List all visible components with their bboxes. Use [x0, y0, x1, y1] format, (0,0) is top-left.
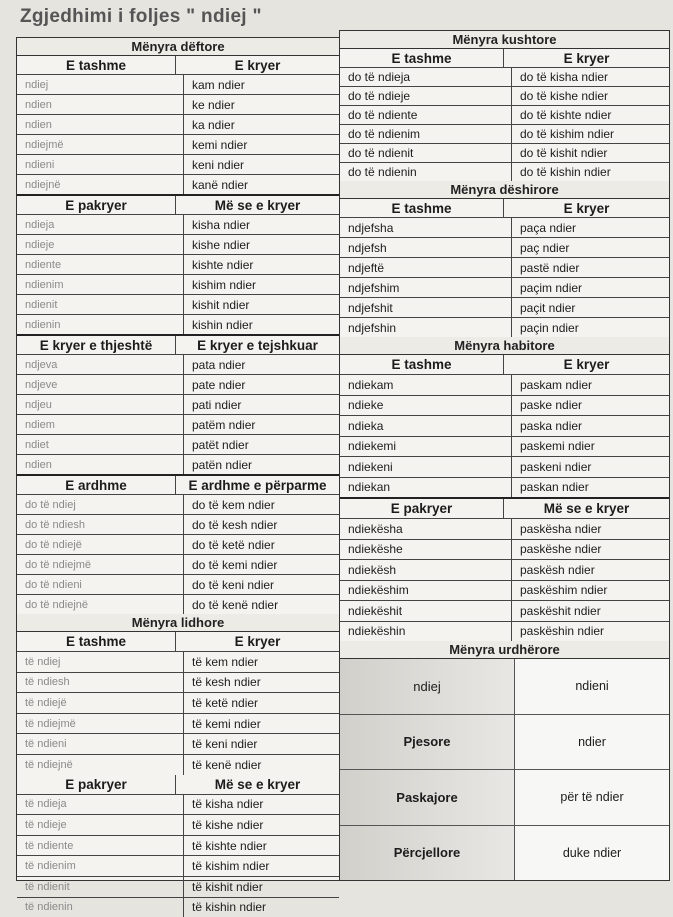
form-compound: paskëshit ndier: [520, 603, 601, 618]
tense-block: [17, 56, 339, 196]
conjugation-row: [17, 714, 339, 735]
tense-header: E pakryer: [340, 499, 504, 518]
form-compound: do të kishin ndier: [520, 165, 611, 179]
tense-header: Më se e kryer: [543, 501, 630, 516]
tense-header: E kryer e thjeshtë: [17, 336, 176, 354]
conjugation-row: [340, 560, 669, 581]
form-compound: do të kisha ndier: [520, 70, 609, 84]
form-compound: paça ndier: [520, 220, 577, 235]
form-simple: do të ndieje: [340, 87, 512, 105]
section-menyra-habitore: [340, 337, 669, 641]
form-compound: kishit ndier: [192, 297, 250, 312]
tense-header: E ardhme e përparme: [188, 477, 327, 493]
form-compound: pati ndier: [192, 397, 242, 412]
form-compound: kisha ndier: [192, 217, 251, 232]
tense-header: E kryer: [234, 57, 281, 73]
form-simple: ndjefsh: [340, 238, 512, 257]
conjugation-row: [340, 478, 669, 500]
form-compound: do të kenë ndier: [192, 597, 279, 612]
form-compound: kishim ndier: [192, 277, 257, 292]
form-simple: ndjefshit: [340, 298, 512, 317]
form-compound: paskeni ndier: [520, 459, 592, 474]
form-compound: paçin ndier: [520, 320, 579, 335]
tense-block-list: [17, 632, 339, 917]
conjugation-row: [17, 395, 339, 415]
tense-header-row: [17, 196, 339, 215]
infinitive-value: për të ndier: [515, 770, 669, 825]
form-compound: keni ndier: [192, 157, 245, 172]
conjugation-row: [17, 135, 339, 155]
form-simple: ndien: [17, 115, 184, 134]
form-simple: ndiekëshin: [340, 622, 512, 642]
form-simple: të ndiejnë: [17, 755, 184, 775]
conjugation-row: [17, 175, 339, 196]
form-simple: ndiekëshit: [340, 601, 512, 621]
conjugation-row: [17, 856, 339, 877]
form-simple: ndjefsha: [340, 218, 512, 237]
form-simple: ndiekemi: [340, 437, 512, 457]
form-simple: të ndieja: [17, 795, 184, 815]
conjugation-row: [340, 87, 669, 106]
form-compound: patëm ndier: [192, 417, 256, 432]
conjugation-row: [340, 106, 669, 125]
tense-block: [17, 196, 339, 336]
conjugation-row: [340, 540, 669, 561]
form-simple: ndienim: [17, 275, 184, 294]
form-compound: kishe ndier: [192, 237, 251, 252]
form-compound: paskan ndier: [520, 480, 589, 495]
section-heading: Mënyra dëftore: [17, 38, 339, 56]
form-compound: pate ndier: [192, 377, 246, 392]
section-heading: Mënyra urdhërore: [340, 641, 669, 659]
tense-header: E kryer: [234, 634, 281, 649]
conjugation-row: [17, 255, 339, 275]
form-compound: paç ndier: [520, 240, 570, 255]
form-compound: kishte ndier: [192, 257, 254, 272]
tense-header: E tashme: [340, 355, 504, 374]
form-simple: do të ndiejë: [17, 535, 184, 554]
form-compound: do të kesh ndier: [192, 517, 278, 532]
conjugation-row: [340, 375, 669, 396]
conjugation-row: [17, 455, 339, 476]
form-compound: do të kishim ndier: [520, 127, 615, 141]
tense-header: E kryer: [563, 50, 610, 66]
conjugation-row: [340, 258, 669, 278]
conjugation-row: [17, 235, 339, 255]
form-compound: të kenë ndier: [192, 757, 262, 772]
tense-header: E tashme: [340, 49, 504, 67]
form-simple: do të ndienim: [340, 125, 512, 143]
tense-header: Më se e kryer: [214, 776, 301, 792]
form-simple: ndieka: [340, 416, 512, 436]
form-compound: të kishim ndier: [192, 859, 270, 874]
conjugation-row: [17, 275, 339, 295]
conjugation-row: [17, 495, 339, 515]
tense-block: [340, 355, 669, 499]
form-simple: do të ndienin: [340, 163, 512, 181]
tense-header-row: [340, 499, 669, 519]
conjugation-row: [17, 836, 339, 857]
form-simple: do të ndieni: [17, 575, 184, 594]
form-simple: ndiekësh: [340, 560, 512, 580]
tense-block: [17, 336, 339, 476]
form-simple: ndiej: [17, 75, 184, 94]
form-simple: ndiet: [17, 435, 184, 454]
form-simple: do të ndiejnë: [17, 595, 184, 614]
conjugation-row: [17, 795, 339, 816]
form-compound: pastë ndier: [520, 260, 580, 275]
infinitive-label: Paskajore: [340, 770, 515, 825]
conjugation-row: [340, 278, 669, 298]
form-simple: ndieke: [340, 396, 512, 416]
tense-header: E kryer: [563, 200, 610, 216]
conjugation-row: [340, 519, 669, 540]
form-simple: të ndieje: [17, 815, 184, 835]
section-menyra-deftore: [17, 38, 339, 614]
conjugation-row: [340, 601, 669, 622]
tense-block: [17, 632, 339, 775]
section-menyra-lidhore: [17, 614, 339, 917]
tense-header: E pakryer: [17, 196, 176, 214]
imperative-plural: ndieni: [515, 659, 669, 714]
form-simple: ndienit: [17, 295, 184, 314]
conjugation-row: [17, 535, 339, 555]
gerund-label: Përcjellore: [340, 826, 515, 881]
form-compound: patët ndier: [192, 437, 249, 452]
form-compound: paske ndier: [520, 398, 583, 413]
conjugation-row: [17, 734, 339, 755]
form-simple: ndienin: [17, 315, 184, 334]
form-compound: paskësha ndier: [520, 521, 602, 536]
conjugation-row: [17, 375, 339, 395]
page-title: Zgjedhimi i foljes " ndiej ": [20, 6, 262, 27]
conjugation-row: [17, 95, 339, 115]
tense-block: [17, 775, 339, 917]
conjugation-row: [17, 652, 339, 673]
form-simple: do të ndiesh: [17, 515, 184, 534]
form-simple: do të ndieja: [340, 68, 512, 86]
conjugation-row: [340, 125, 669, 144]
form-compound: do të keni ndier: [192, 577, 275, 592]
conjugation-row: [17, 595, 339, 614]
imperative-singular: ndiej: [340, 659, 515, 714]
form-simple: ndien: [17, 455, 184, 474]
form-compound: paskësh ndier: [520, 562, 595, 577]
conjugation-row: [340, 238, 669, 258]
form-simple: të ndiej: [17, 652, 184, 672]
conjugation-row: [340, 298, 669, 318]
form-simple: do të ndiente: [340, 106, 512, 124]
imperative-row: [340, 659, 669, 715]
form-simple: ndjefshim: [340, 278, 512, 297]
form-compound: paskemi ndier: [520, 439, 595, 454]
form-simple: ndjeu: [17, 395, 184, 414]
form-compound: do të kishe ndier: [520, 89, 609, 103]
form-compound: pata ndier: [192, 357, 246, 372]
form-simple: ndiekëshim: [340, 581, 512, 601]
conjugation-row: [17, 155, 339, 175]
form-compound: të ketë ndier: [192, 695, 259, 710]
conjugation-row: [340, 416, 669, 437]
conjugation-row: [17, 898, 339, 917]
infinitive-row: [340, 770, 669, 826]
tense-header-row: [340, 199, 669, 218]
tense-header: E tashme: [17, 632, 176, 651]
conjugation-row: [340, 457, 669, 478]
section-menyra-kushtore: [340, 31, 669, 181]
form-simple: ndieja: [17, 215, 184, 234]
conjugation-row: [17, 555, 339, 575]
tense-block-list: [340, 355, 669, 641]
form-compound: paskëshe ndier: [520, 542, 602, 557]
conjugation-row: [17, 215, 339, 235]
conjugation-row: [340, 581, 669, 602]
conjugation-row: [17, 435, 339, 455]
form-simple: ndiekësha: [340, 519, 512, 539]
section-heading: Mënyra habitore: [340, 337, 669, 355]
conjugation-row: [17, 355, 339, 375]
section-menyra-urdherore: [340, 641, 669, 880]
conjugation-row: [340, 218, 669, 238]
tense-header: E ardhme: [17, 476, 176, 494]
tense-block-list: [340, 199, 669, 337]
form-simple: ndiejmë: [17, 135, 184, 154]
form-compound: të kesh ndier: [192, 675, 261, 690]
form-simple: do të ndiej: [17, 495, 184, 514]
form-simple: ndiejnë: [17, 175, 184, 194]
form-compound: ka ndier: [192, 117, 235, 132]
conjugation-row: [340, 396, 669, 417]
tense-header-row: [17, 775, 339, 795]
form-compound: patën ndier: [192, 457, 253, 472]
conjugation-row: [17, 877, 339, 898]
form-compound: do të kem ndier: [192, 497, 275, 512]
form-compound: ke ndier: [192, 97, 235, 112]
form-compound: të kishte ndier: [192, 838, 267, 853]
tense-block: [17, 476, 339, 614]
tense-header: E tashme: [17, 56, 176, 74]
conjugation-row: [340, 144, 669, 163]
tense-header-row: [17, 56, 339, 75]
form-simple: të ndiente: [17, 836, 184, 856]
section-heading: Mënyra dëshirore: [340, 181, 669, 199]
form-compound: të kishin ndier: [192, 900, 267, 915]
tense-header: E kryer e tejshkuar: [197, 337, 318, 353]
tense-block: [340, 49, 669, 181]
conjugation-row: [340, 68, 669, 87]
conjugation-row: [17, 515, 339, 535]
tense-block: [340, 499, 669, 641]
tense-block-list: [17, 56, 339, 614]
form-compound: të kishit ndier: [192, 879, 263, 894]
form-compound: do të ketë ndier: [192, 537, 275, 552]
tense-header-row: [17, 336, 339, 355]
form-simple: ndiem: [17, 415, 184, 434]
form-simple: ndjeftë: [340, 258, 512, 277]
form-compound: kemi ndier: [192, 137, 248, 152]
form-simple: ndien: [17, 95, 184, 114]
form-compound: të keni ndier: [192, 737, 258, 752]
tense-header: E pakryer: [17, 775, 176, 794]
form-simple: ndiekan: [340, 478, 512, 498]
form-simple: ndjefshin: [340, 318, 512, 337]
section-menyra-deshirore: [340, 181, 669, 337]
tense-header-row: [340, 49, 669, 68]
tense-header-row: [17, 476, 339, 495]
form-simple: të ndiesh: [17, 673, 184, 693]
participle-value: ndier: [515, 715, 669, 770]
conjugation-row: [340, 622, 669, 642]
conjugation-row: [17, 693, 339, 714]
form-compound: paskëshin ndier: [520, 624, 605, 639]
tense-header: E kryer: [563, 357, 610, 372]
conjugation-row: [17, 755, 339, 775]
section-heading: Mënyra kushtore: [340, 31, 669, 49]
tense-header-row: [340, 355, 669, 375]
conjugation-row: [17, 295, 339, 315]
form-simple: të ndieni: [17, 734, 184, 754]
form-simple: ndiente: [17, 255, 184, 274]
form-compound: paska ndier: [520, 418, 583, 433]
participle-row: [340, 715, 669, 771]
conjugation-row: [340, 163, 669, 181]
conjugation-row: [17, 75, 339, 95]
form-compound: do të kishit ndier: [520, 146, 608, 160]
participle-label: Pjesore: [340, 715, 515, 770]
tense-block: [340, 199, 669, 337]
form-compound: paçim ndier: [520, 280, 583, 295]
tense-header: Më se e kryer: [214, 197, 301, 213]
form-simple: të ndienim: [17, 856, 184, 876]
conjugation-row: [17, 673, 339, 694]
form-compound: do të kishte ndier: [520, 108, 612, 122]
section-heading: Mënyra lidhore: [17, 614, 339, 632]
form-simple: ndjeva: [17, 355, 184, 374]
left-column: [16, 37, 340, 915]
conjugation-row: [17, 415, 339, 435]
form-simple: ndiekëshe: [340, 540, 512, 560]
form-compound: paskëshim ndier: [520, 583, 608, 598]
tense-header-row: [17, 632, 339, 652]
form-compound: paçit ndier: [520, 300, 576, 315]
gerund-row: [340, 826, 669, 881]
form-simple: ndiekam: [340, 375, 512, 395]
form-simple: të ndienin: [17, 898, 184, 917]
tense-block-list: [340, 49, 669, 181]
form-simple: ndieni: [17, 155, 184, 174]
form-compound: kanë ndier: [192, 177, 249, 192]
conjugation-row: [17, 815, 339, 836]
form-simple: të ndiejmë: [17, 714, 184, 734]
conjugation-row: [340, 318, 669, 337]
form-simple: do të ndienit: [340, 144, 512, 162]
form-compound: të kemi ndier: [192, 716, 261, 731]
form-simple: ndiekeni: [340, 457, 512, 477]
form-compound: të kisha ndier: [192, 797, 264, 812]
form-simple: ndieje: [17, 235, 184, 254]
gerund-value: duke ndier: [515, 826, 669, 881]
form-simple: të ndienit: [17, 877, 184, 897]
conjugation-row: [17, 575, 339, 595]
form-simple: ndjeve: [17, 375, 184, 394]
form-compound: kam ndier: [192, 77, 245, 92]
right-column: [339, 30, 670, 881]
form-compound: paskam ndier: [520, 377, 593, 392]
tense-header: E tashme: [340, 199, 504, 217]
conjugation-row: [17, 315, 339, 336]
conjugation-row: [17, 115, 339, 135]
form-compound: kishin ndier: [192, 317, 253, 332]
form-compound: do të kemi ndier: [192, 557, 278, 572]
form-simple: të ndiejë: [17, 693, 184, 713]
conjugation-row: [340, 437, 669, 458]
form-compound: të kishe ndier: [192, 817, 264, 832]
form-simple: do të ndiejmë: [17, 555, 184, 574]
form-compound: të kem ndier: [192, 654, 259, 669]
